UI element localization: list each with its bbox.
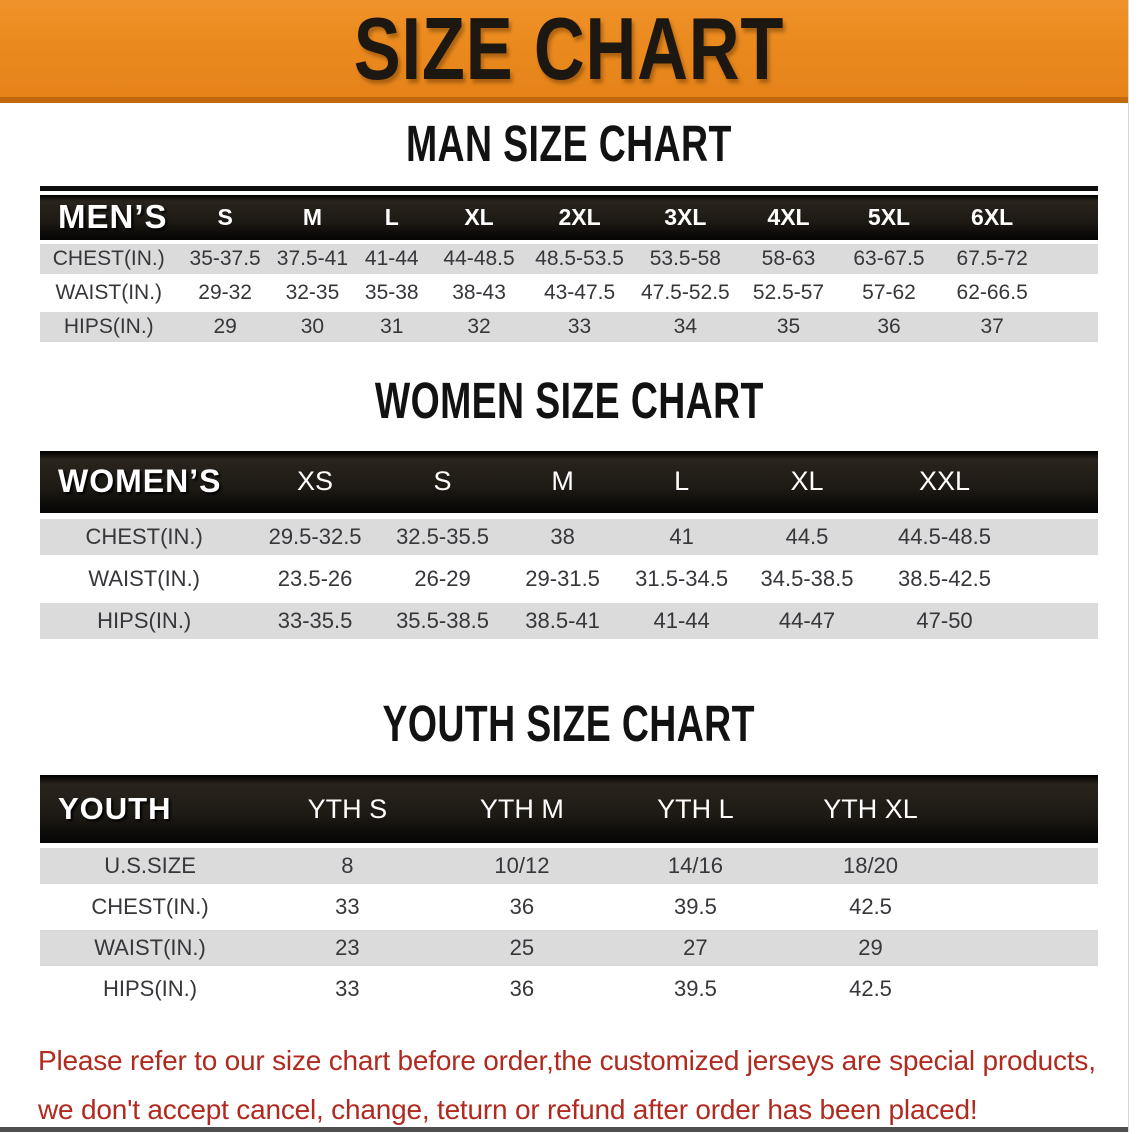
row-filler-cell [959, 889, 1098, 925]
header-filler-cell [959, 775, 1098, 843]
notice-line-2: we don't accept cancel, change, teturn or refund after order has been placed! [38, 1094, 978, 1126]
size-column-header: XXL [873, 451, 1017, 513]
row-filler-cell [1016, 561, 1098, 597]
right-edge-strip [1128, 0, 1138, 1132]
banner-title: SIZE CHART [353, 0, 785, 98]
size-value: 36 [509, 976, 535, 1002]
size-value: 42.5 [849, 976, 892, 1002]
table-row [40, 278, 1098, 308]
size-column-header: YTH XL [782, 775, 960, 843]
table-row [40, 244, 1098, 274]
table-row [40, 519, 1098, 555]
size-value: 58-63 [738, 244, 839, 274]
size-column-header: L [622, 451, 742, 513]
size-column-header: 2XL [527, 195, 633, 240]
row-label: CHEST(IN.) [40, 519, 248, 555]
size-value: 39.5 [674, 894, 717, 920]
size-value: 47-50 [873, 603, 1017, 639]
row-filler-cell [1045, 278, 1098, 308]
table-corner-label: MEN’S [40, 195, 178, 240]
size-value: 48.5-53.5 [527, 244, 633, 274]
table-row [40, 848, 1098, 884]
size-value: 10/12 [435, 848, 610, 884]
size-value: 36 [509, 894, 535, 920]
size-value: 32.5-35.5 [382, 519, 504, 555]
size-value: 39.5 [674, 976, 717, 1002]
table-row [40, 312, 1098, 342]
size-value: 38.5-42.5 [898, 565, 992, 591]
size-value: 38-43 [452, 280, 506, 304]
size-value: 44-48.5 [431, 244, 526, 274]
youth-table-wrap [40, 770, 1098, 1012]
row-filler-cell [959, 971, 1098, 1007]
size-value: 23 [260, 930, 435, 966]
table-corner-label: WOMEN’S [40, 451, 248, 513]
table-row [40, 889, 1098, 925]
youth-size-table [40, 770, 1098, 1012]
man-size-chart-heading [0, 116, 1138, 173]
size-column-header: XS [248, 451, 381, 513]
size-value: 52.5-57 [752, 280, 825, 304]
row-filler-cell [1045, 312, 1098, 342]
table-row [40, 930, 1098, 966]
size-value: 67.5-72 [939, 244, 1045, 274]
youth-size-chart-heading [0, 695, 1138, 753]
size-value: 37 [939, 312, 1045, 342]
row-label: HIPS(IN.) [40, 603, 248, 639]
size-value: 41-44 [352, 244, 431, 274]
size-value: 33-35.5 [248, 603, 381, 639]
row-label: HIPS(IN.) [102, 976, 198, 1002]
women-size-chart-heading [0, 373, 1138, 430]
size-value: 8 [260, 848, 435, 884]
size-value: 43-47.5 [543, 280, 616, 304]
size-column-header: YTH S [260, 775, 435, 843]
size-value: 33 [335, 976, 360, 1002]
size-value: 63-67.5 [839, 244, 940, 274]
womens-size-table [40, 445, 1098, 645]
size-column-header: S [178, 195, 273, 240]
size-value: 23.5-26 [277, 565, 353, 591]
size-value: 53.5-58 [632, 244, 738, 274]
row-label: U.S.SIZE [40, 848, 260, 884]
row-filler-cell [1016, 519, 1098, 555]
size-value: 34 [632, 312, 738, 342]
size-column-header: M [273, 195, 352, 240]
size-value: 29-32 [198, 280, 252, 304]
size-value: 41 [622, 519, 742, 555]
size-value: 27 [609, 930, 781, 966]
row-label: CHEST(IN.) [91, 894, 209, 920]
size-column-header: 5XL [839, 195, 940, 240]
size-value: 18/20 [782, 848, 960, 884]
size-value: 37.5-41 [273, 244, 352, 274]
order-notice [38, 1036, 1108, 1134]
size-value: 31 [352, 312, 431, 342]
size-value: 36 [839, 312, 940, 342]
row-filler-cell [1045, 244, 1098, 274]
row-filler-cell [959, 930, 1098, 966]
size-value: 35 [738, 312, 839, 342]
size-column-header: YTH M [435, 775, 610, 843]
size-column-header: XL [431, 195, 526, 240]
row-label: CHEST(IN.) [40, 244, 178, 274]
row-label: WAIST(IN.) [40, 930, 260, 966]
size-value: 41-44 [622, 603, 742, 639]
size-value: 31.5-34.5 [635, 565, 729, 591]
man-size-chart-heading-text: MAN SIZE CHART [406, 116, 732, 173]
table-corner-label: YOUTH [40, 775, 260, 843]
size-value: 57-62 [862, 280, 916, 304]
size-column-header: 4XL [738, 195, 839, 240]
size-value: 33 [335, 894, 360, 920]
size-value: 29 [782, 930, 960, 966]
size-value: 38 [503, 519, 621, 555]
header-filler-cell [1016, 451, 1098, 513]
row-filler-cell [1016, 603, 1098, 639]
size-column-header: 6XL [939, 195, 1045, 240]
size-chart-banner [0, 0, 1138, 103]
size-column-header: M [503, 451, 621, 513]
youth-size-chart-heading-text: YOUTH SIZE CHART [382, 695, 756, 753]
size-value: 14/16 [609, 848, 781, 884]
header-row [40, 775, 1098, 843]
size-value: 35.5-38.5 [382, 603, 504, 639]
size-column-header: S [382, 451, 504, 513]
row-label: HIPS(IN.) [40, 312, 178, 342]
size-column-header: L [352, 195, 431, 240]
table-row [40, 971, 1098, 1007]
bottom-edge-bar [0, 1127, 1138, 1132]
header-filler-cell [1045, 195, 1098, 240]
womens-table-wrap [40, 445, 1098, 645]
size-value: 35-38 [364, 280, 419, 304]
size-value: 35-37.5 [178, 244, 273, 274]
size-column-header: XL [741, 451, 872, 513]
table-row [40, 603, 1098, 639]
row-label: WAIST(IN.) [55, 280, 163, 304]
size-value: 47.5-52.5 [640, 280, 730, 304]
header-row [40, 195, 1098, 240]
row-label: WAIST(IN.) [88, 565, 201, 591]
size-column-header: YTH L [609, 775, 781, 843]
size-value: 44-47 [741, 603, 872, 639]
women-size-chart-heading-text: WOMEN SIZE CHART [374, 373, 764, 430]
mens-table-wrap [40, 186, 1098, 346]
header-row [40, 451, 1098, 513]
size-value: 44.5-48.5 [873, 519, 1017, 555]
size-value: 32 [431, 312, 526, 342]
size-value: 42.5 [849, 894, 892, 920]
size-value: 30 [273, 312, 352, 342]
size-value: 44.5 [741, 519, 872, 555]
size-value: 32-35 [285, 280, 340, 304]
size-column-header: 3XL [632, 195, 738, 240]
size-value: 62-66.5 [956, 280, 1028, 304]
row-filler-cell [959, 848, 1098, 884]
size-value: 29 [178, 312, 273, 342]
notice-line-1: Please refer to our size chart before order,the customized jerseys are special products, [38, 1045, 1096, 1077]
size-value: 38.5-41 [503, 603, 621, 639]
size-value: 26-29 [414, 565, 471, 591]
table-row [40, 561, 1098, 597]
size-value: 29.5-32.5 [248, 519, 381, 555]
size-value: 25 [435, 930, 610, 966]
size-value: 33 [527, 312, 633, 342]
size-value: 34.5-38.5 [760, 565, 854, 591]
mens-size-table [40, 191, 1098, 346]
size-value: 29-31.5 [525, 565, 600, 591]
